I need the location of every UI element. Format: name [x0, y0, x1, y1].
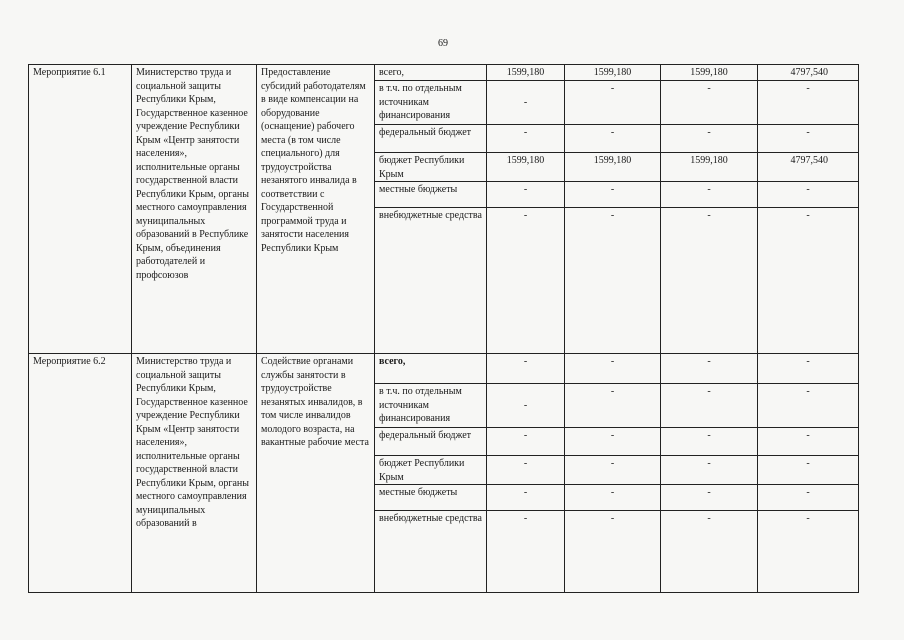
- table-row: [29, 65, 859, 81]
- funding-source-cell: всего,: [375, 65, 487, 81]
- executor-cell: Министерство труда и социальной защиты Республики Крым, Государственное казенное учреждение Республики Крым «Центр занятости населения», исполнительные органы государственной власти Республики Крым, органы местного самоуправления муниципальных образований в Республике Крым, объединения работодателей и профсоюзов: [132, 65, 257, 354]
- amount-cell: -: [565, 182, 661, 208]
- funding-source-cell: местные бюджеты: [375, 182, 487, 208]
- amount-cell: -: [758, 182, 859, 208]
- amount-cell: -: [487, 511, 565, 593]
- amount-cell: -: [758, 125, 859, 153]
- amount-cell: -: [487, 354, 565, 384]
- amount-cell: -: [758, 81, 859, 125]
- amount-cell: -: [661, 125, 758, 153]
- amount-cell: -: [487, 125, 565, 153]
- amount-cell: -: [565, 511, 661, 593]
- amount-cell: -: [661, 208, 758, 354]
- table-row: [29, 354, 859, 384]
- amount-cell: -: [661, 511, 758, 593]
- amount-cell: 4797,540: [758, 65, 859, 81]
- amount-cell: -: [487, 81, 565, 125]
- budget-table: [28, 64, 859, 593]
- amount-cell: 1599,180: [661, 65, 758, 81]
- amount-cell: -: [565, 384, 661, 428]
- amount-cell: 1599,180: [487, 153, 565, 182]
- amount-cell: 4797,540: [758, 153, 859, 182]
- amount-cell: -: [565, 125, 661, 153]
- amount-cell: -: [661, 81, 758, 125]
- amount-cell: -: [487, 485, 565, 511]
- amount-cell: -: [758, 384, 859, 428]
- funding-source-cell: внебюджетные средства: [375, 208, 487, 354]
- funding-source-cell: федеральный бюджет: [375, 428, 487, 456]
- amount-cell: -: [758, 485, 859, 511]
- description-cell: Содействие органами службы занятости в трудоустройстве незанятых инвалидов, в том числе инвалидов молодого возраста, на вакантные рабочие места: [257, 354, 375, 593]
- funding-source-cell: федеральный бюджет: [375, 125, 487, 153]
- amount-cell: -: [487, 384, 565, 428]
- amount-cell: -: [758, 354, 859, 384]
- amount-cell: -: [661, 182, 758, 208]
- amount-cell: -: [758, 456, 859, 485]
- amount-cell: -: [565, 428, 661, 456]
- amount-cell: -: [758, 511, 859, 593]
- funding-source-cell: бюджет Республики Крым: [375, 456, 487, 485]
- amount-cell: -: [758, 428, 859, 456]
- amount-cell: -: [487, 208, 565, 354]
- funding-source-cell: местные бюджеты: [375, 485, 487, 511]
- amount-cell: -: [487, 428, 565, 456]
- amount-cell: 1599,180: [661, 153, 758, 182]
- amount-cell: -: [487, 182, 565, 208]
- amount-cell: -: [661, 456, 758, 485]
- page-number: 69: [438, 38, 448, 49]
- funding-source-cell: внебюджетные средства: [375, 511, 487, 593]
- amount-cell: -: [661, 384, 758, 428]
- amount-cell: -: [565, 208, 661, 354]
- measure-code-cell: Мероприятие 6.1: [29, 65, 132, 354]
- amount-cell: -: [661, 354, 758, 384]
- amount-cell: -: [565, 354, 661, 384]
- description-cell: Предоставление субсидий работодателям в виде компенсации на оборудование (оснащение) рабочего места (в том числе специального) для трудоустройства незанятого инвалида в соответствии с Государственной программой труда и занятости населения Республики Крым: [257, 65, 375, 354]
- amount-cell: -: [487, 456, 565, 485]
- amount-cell: 1599,180: [565, 65, 661, 81]
- amount-cell: 1599,180: [487, 65, 565, 81]
- funding-source-cell: в т.ч. по отдельным источникам финансирования: [375, 81, 487, 125]
- amount-cell: 1599,180: [565, 153, 661, 182]
- executor-cell: Министерство труда и социальной защиты Республики Крым, Государственное казенное учреждение Республики Крым «Центр занятости населения», исполнительные органы государственной власти Республики Крым, органы местного самоуправления муниципальных образований в: [132, 354, 257, 593]
- measure-code-cell: Мероприятие 6.2: [29, 354, 132, 593]
- amount-cell: -: [565, 485, 661, 511]
- funding-source-cell: всего,: [375, 354, 487, 384]
- amount-cell: -: [661, 485, 758, 511]
- amount-cell: -: [565, 456, 661, 485]
- amount-cell: -: [758, 208, 859, 354]
- amount-cell: -: [565, 81, 661, 125]
- amount-cell: -: [661, 428, 758, 456]
- funding-source-cell: в т.ч. по отдельным источникам финансирования: [375, 384, 487, 428]
- funding-source-cell: бюджет Республики Крым: [375, 153, 487, 182]
